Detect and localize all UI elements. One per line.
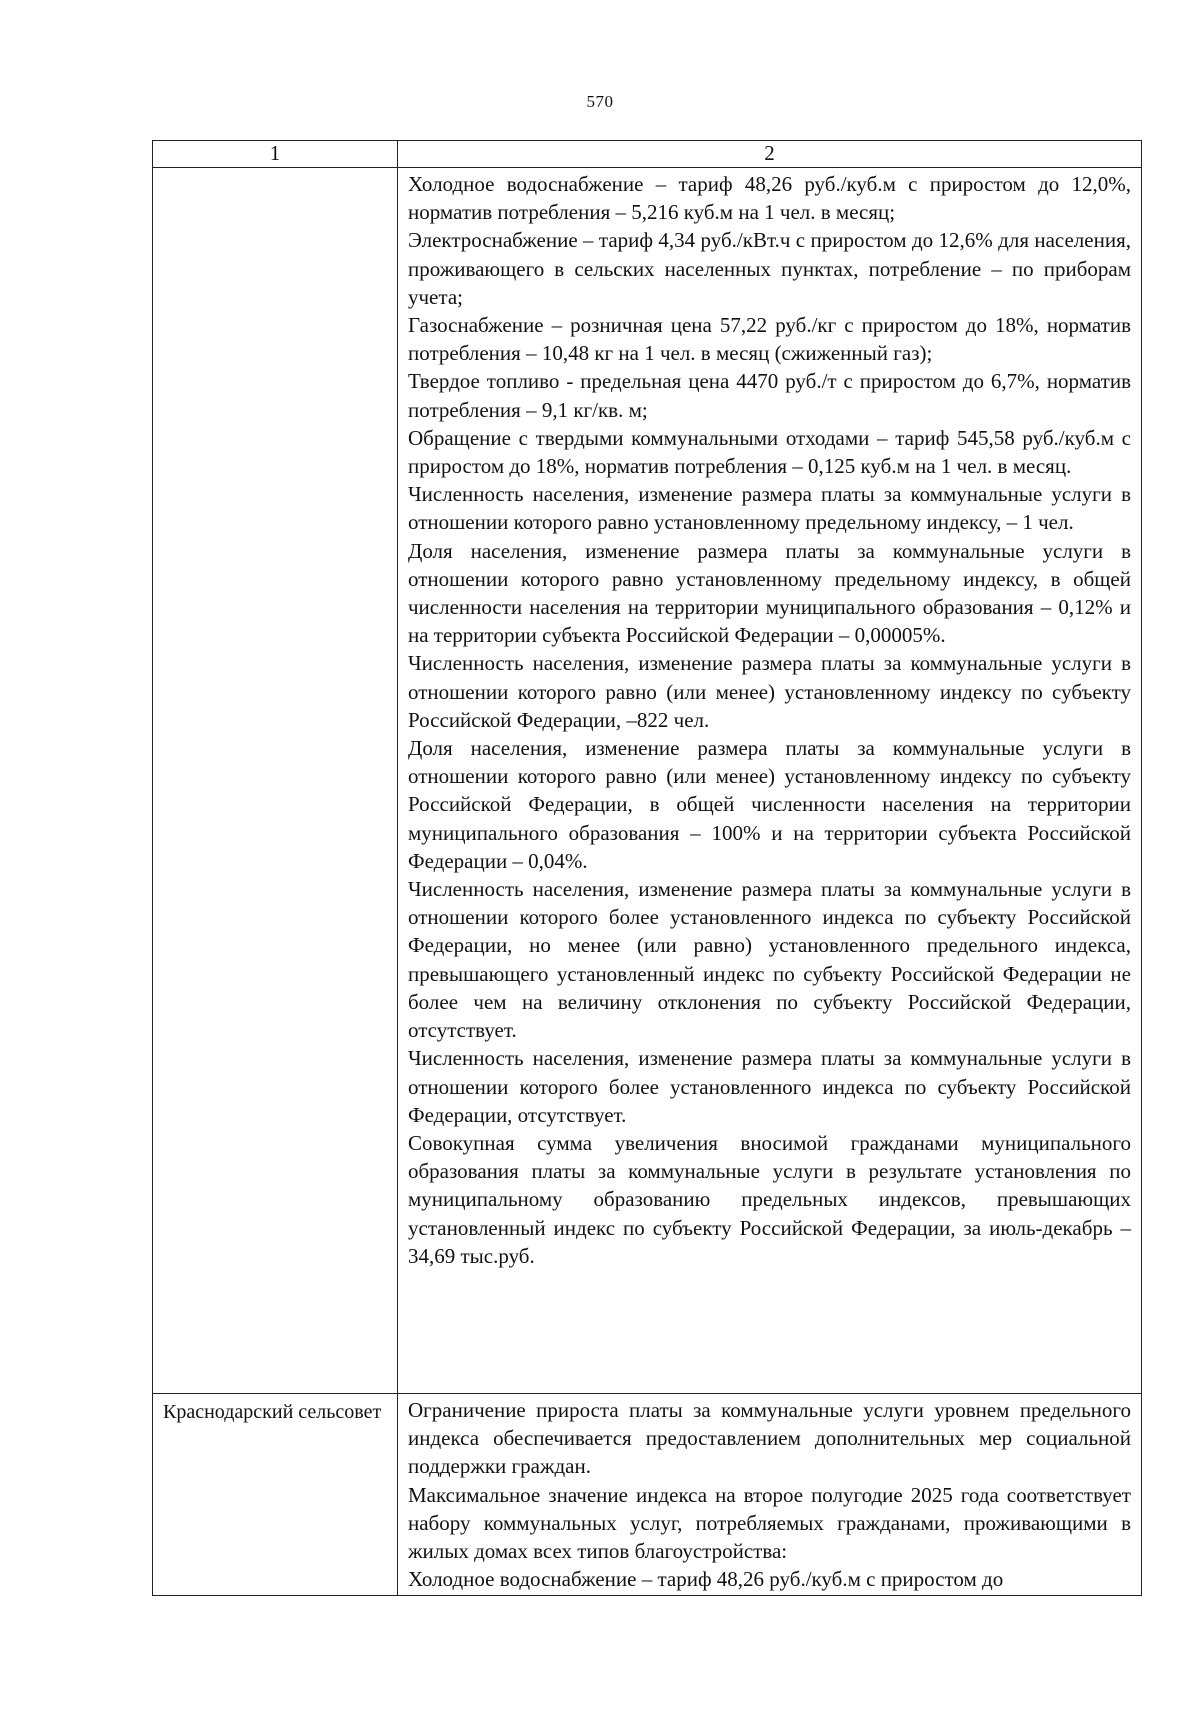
- paragraph: Численность населения, изменение размера платы за коммунальные услуги в отношении которого более установленного индекса по субъекту Российской Федерации, но менее (или равно) установленного предельного индекса, превышающего установленный индекс по субъекту Российской Федерации не более чем на величину отклонения по субъекту Российской Федерации, отсутствует.: [408, 877, 1131, 1043]
- paragraph: Доля населения, изменение размера платы за коммунальные услуги в отношении которого равно установленному предельному индексу, в общей численности населения на территории муниципального образования – 0,12% и на территории субъекта Российской Федерации – 0,00005%.: [408, 538, 1131, 648]
- paragraph: Численность населения, изменение размера платы за коммунальные услуги в отношении которого более установленного индекса по субъекту Российской Федерации, отсутствует.: [408, 1046, 1131, 1127]
- paragraph: Твердое топливо - предельная цена 4470 руб./т с приростом до 6,7%, норматив потребления – 9,1 кг/кв. м;: [408, 369, 1131, 422]
- column-header-1: 1: [153, 141, 398, 168]
- paragraph: Холодное водоснабжение – тариф 48,26 руб./куб.м с приростом до 12,0%, норматив потребления – 5,216 куб.м на 1 чел. в месяц;: [408, 172, 1131, 225]
- paragraph: Холодное водоснабжение – тариф 48,26 руб./куб.м с приростом до: [408, 1567, 1004, 1591]
- description-cell: [398, 1394, 1142, 1596]
- document-table: [152, 140, 1142, 1596]
- municipality-name-cell: Краснодарский сельсовет: [153, 1394, 398, 1596]
- paragraph: Совокупная сумма увеличения вносимой гражданами муниципального образования платы за коммунальные услуги в результате установления по муниципальному образованию предельных индексов, превышающих установленный индекс по субъекту Российской Федерации, за июль-декабрь – 34,69 тыс.руб.: [408, 1130, 1131, 1268]
- paragraph: Максимальное значение индекса на второе полугодие 2025 года соответствует набору коммунальных услуг, потребляемых гражданами, проживающими в жилых домах всех типов благоустройства:: [408, 1482, 1131, 1564]
- paragraph: Численность населения, изменение размера платы за коммунальные услуги в отношении которого равно установленному предельному индексу, – 1 чел.: [408, 482, 1131, 535]
- table-header: [153, 141, 1142, 168]
- description-cell: [398, 168, 1142, 1394]
- municipality-name-cell: [153, 168, 398, 1394]
- column-header-2: 2: [398, 141, 1142, 168]
- paragraph: Электроснабжение – тариф 4,34 руб./кВт.ч с приростом до 12,6% для населения, проживающего в сельских населенных пунктах, потребление – по приборам учета;: [408, 228, 1131, 309]
- paragraph: Доля населения, изменение размера платы за коммунальные услуги в отношении которого равно (или менее) установленному индексу по субъекту Российской Федерации, в общей численности населения на территории муниципального образования – 100% и на территории субъекта Российской Федерации – 0,04%.: [408, 736, 1131, 873]
- paragraph: Обращение с твердыми коммунальными отходами – тариф 545,58 руб./куб.м с приростом до 18%, норматив потребления – 0,125 куб.м на 1 чел. в месяц.: [408, 425, 1131, 479]
- paragraph: Ограничение прироста платы за коммунальные услуги уровнем предельного индекса обеспечивается предоставлением дополнительных мер социальной поддержки граждан.: [408, 1398, 1131, 1479]
- table-row: [153, 168, 1142, 1394]
- page-number: 570: [586, 92, 614, 111]
- paragraph: Газоснабжение – розничная цена 57,22 руб./кг с приростом до 18%, норматив потребления – 10,48 кг на 1 чел. в месяц (сжиженный газ);: [408, 313, 1131, 366]
- table-row: [153, 1394, 1142, 1596]
- paragraph: Численность населения, изменение размера платы за коммунальные услуги в отношении которого равно (или менее) установленному индексу по субъекту Российской Федерации, –822 чел.: [408, 651, 1131, 732]
